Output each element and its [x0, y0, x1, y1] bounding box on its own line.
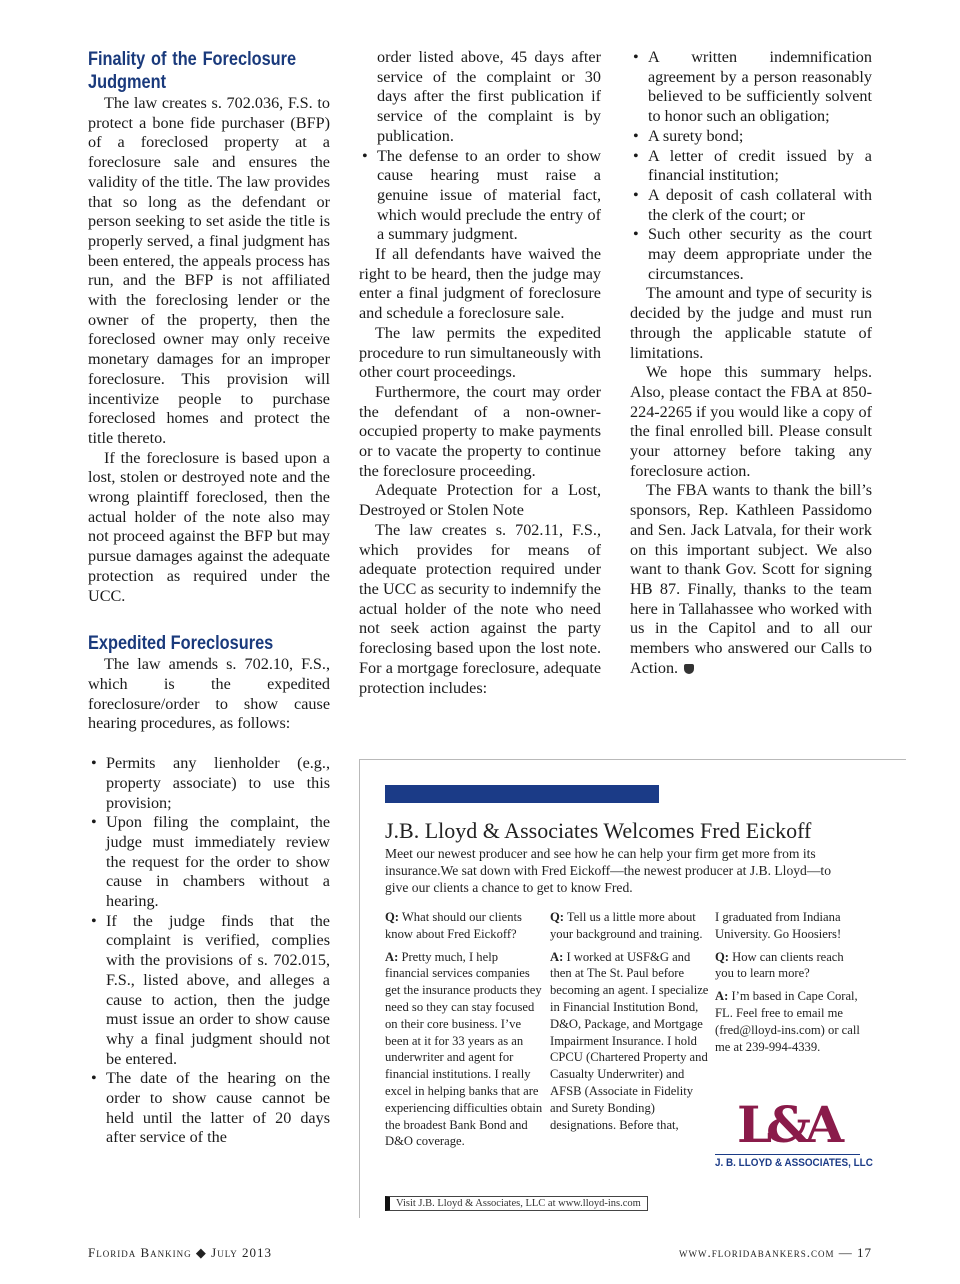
ad-website-link[interactable]: Visit J.B. Lloyd & Associates, LLC at www.lloyd-ins.com [385, 1196, 648, 1211]
logo-divider [715, 1154, 860, 1155]
a-label: A: [550, 949, 564, 964]
heading-expedited: Expedited Foreclosures [88, 633, 274, 655]
q-label: Q: [385, 910, 399, 924]
advertisement [359, 759, 906, 1218]
paragraph: The law creates s. 702.11, F.S., which provides for means of adequate protection required under the UCC as security to indemnify the actual holder of the note who need not seek action against the party foreclosing based upon the lost note. For a mortgage foreclosure, adequate protection includes: [359, 520, 601, 697]
footer-publication: Florida Banking ◆ July 2013 [88, 1245, 273, 1260]
paragraph: The law permits the expedited procedure to run simultaneously with other court proceedings. [359, 323, 601, 382]
answer-continued: I graduated from Indiana University. Go Hoosiers! [715, 910, 842, 941]
paragraph: If the foreclosure is based upon a lost, stolen or destroyed note and the wrong plaintiff foreclosed, then the actual holder of the note also may not proceed against the BFP but may pursue damages against the adequate protection as required under the UCC. [88, 448, 330, 605]
company-logo [715, 1095, 873, 1175]
bullet-list [630, 48, 872, 284]
q-label: Q: [550, 910, 564, 924]
logo-mark-icon: L&A [737, 1095, 839, 1154]
answer-text: Pretty much, I help financial services companies get the insurance products they need so they can stay focused on their core business. I’ve been at it for 33 years as an underwriter and agent for financial institutions. I really excel in helping banks that are experiencing difficulties obtain the broadest Bank Bond and D&O coverage. [385, 949, 543, 1149]
subheading: Adequate Protection for a Lost, Destroyed or Stolen Note [359, 481, 601, 520]
answer-text: I worked at USF&G and then at The St. Paul before becoming an agent. I specialize in Financial Institution Bond, D&O, Package, and Mortgage Impairment Insurance. I hold CPCU (Chartered Property and Casualty Underwriter) and AFSB (Associate in Fidelity and Surety Bonding) designations. Before that, [550, 949, 709, 1132]
question [550, 909, 710, 943]
list-item: • The date of the hearing on the order to show cause cannot be held until the latter of 20 days after service of the [88, 1069, 330, 1148]
list-item: • A surety bond; [630, 127, 872, 147]
qa-column-3 [715, 909, 865, 1061]
list-item: • The defense to an order to show cause hearing must raise a genuine issue of material fact, which would preclude the entry of a summary judgment. [359, 147, 601, 246]
ad-title: J.B. Lloyd & Associates Welcomes Fred Eickoff [385, 818, 812, 843]
paragraph [630, 481, 872, 678]
paragraph-continued: order listed above, 45 days after service of the complaint or 30 days after the first publication if service of the complaint is by publication. [377, 48, 601, 145]
list-item: • Permits any lienholder (e.g., property associate) to use this provision; [88, 754, 330, 813]
answer [550, 949, 710, 1134]
paragraph: The amount and type of security is decided by the judge and must run through the applicable statute of limitations. [630, 284, 872, 362]
list-item: • A deposit of cash collateral with the clerk of the court; or [630, 186, 872, 225]
article-column-2 [359, 48, 601, 698]
question-text: Tell us a little more about your background and training. [550, 910, 703, 941]
ad-intro: Meet our newest producer and see how he can help your firm get more from its insurance.We sat down with Fred Eickoff—the newest producer at J.B. Lloyd—to give our clients a chance to get to know Fred. [385, 846, 832, 895]
a-label: A: [715, 989, 729, 1004]
answer [715, 988, 865, 1055]
heading-finality: Finality of the Foreclosure Judgment [88, 49, 297, 93]
question [715, 949, 865, 983]
qa-column-1 [385, 909, 545, 1156]
paragraph: Furthermore, the court may order the defendant of a non-owner-occupied property to make payments or to vacate the property to continue the foreclosure proceeding. [359, 382, 601, 480]
question [385, 909, 545, 943]
paragraph: We hope this summary helps. Also, please contact the FBA at 850-224-2265 if you would like a copy of the final enrolled bill. Please consult your attorney before taking any foreclosure action. [630, 363, 872, 480]
ad-header-bar [385, 785, 659, 803]
list-item: • If the judge finds that the complaint is verified, complies with the provisions of s. 702.015, F.S., listed above, and alleges a cause to action, then the judge must issue an order to show cause why a final judgment should not be entered. [88, 912, 330, 1070]
article-column-1 [88, 48, 330, 1148]
list-item: • Such other security as the court may deem appropriate under the circumstances. [630, 225, 872, 284]
question-text: How can clients reach you to learn more? [715, 949, 844, 981]
spacer [88, 606, 330, 632]
footer-page-number: www.floridabankers.com — 17 [679, 1245, 872, 1260]
question-text: What should our clients know about Fred Eickoff? [385, 910, 522, 941]
paragraph: The law amends s. 702.10, F.S., which is the expedited foreclosure/order to show cause hearing procedures, as follows: [88, 655, 330, 733]
paragraph: The law creates s. 702.036, F.S. to protect a bone fide purchaser (BFP) of a foreclosed property at a foreclosure sale and ensures the validity of the title. The law provides that so long as the defendant or person seeking to set aside the title is properly served, a final judgment has been entered, the appeals process has run, and the BFP is not affiliated with the foreclosing lender or the owner of the property, then the foreclosed owner may only receive monetary damages for an improper foreclosure. This provision will incentivize people to purchase foreclosed homes and protect the title thereto. [88, 94, 330, 447]
end-mark-icon [684, 664, 694, 674]
list-item: • Upon filing the complaint, the judge must immediately review the request for the order to show cause in chambers without a hearing. [88, 813, 330, 912]
qa-column-2 [550, 909, 710, 1139]
spacer [88, 734, 330, 754]
q-label: Q: [715, 949, 729, 964]
bullet-list [359, 147, 601, 246]
answer-text: I’m based in Cape Coral, FL. Feel free to email me (fred@lloyd-ins.com) or call me at 239-994-4339. [715, 989, 860, 1054]
bullet-list [88, 754, 330, 1148]
list-item: • A letter of credit issued by a financial institution; [630, 147, 872, 186]
answer [385, 949, 545, 1151]
a-label: A: [385, 949, 399, 964]
paragraph: If all defendants have waived the right to be heard, then the judge may enter a final judgment of foreclosure and schedule a foreclosure sale. [359, 245, 601, 323]
list-item: • A written indemnification agreement by a person reasonably believed to be sufficiently solvent to honor such an obligation; [630, 48, 872, 127]
logo-company-name: J. B. LLOYD & ASSOCIATES, LLC [715, 1157, 873, 1169]
closing-text: The FBA wants to thank the bill’s sponsors, Rep. Kathleen Passidomo and Sen. Jack Latvala, for their work on this important subject. We also want to thank Gov. Scott for signing HB 87. Finally, thanks to the team here in Tallahassee who worked with us in the Capitol and to all our members who answered our Calls to Action. [630, 481, 872, 677]
article-column-3 [630, 48, 872, 679]
